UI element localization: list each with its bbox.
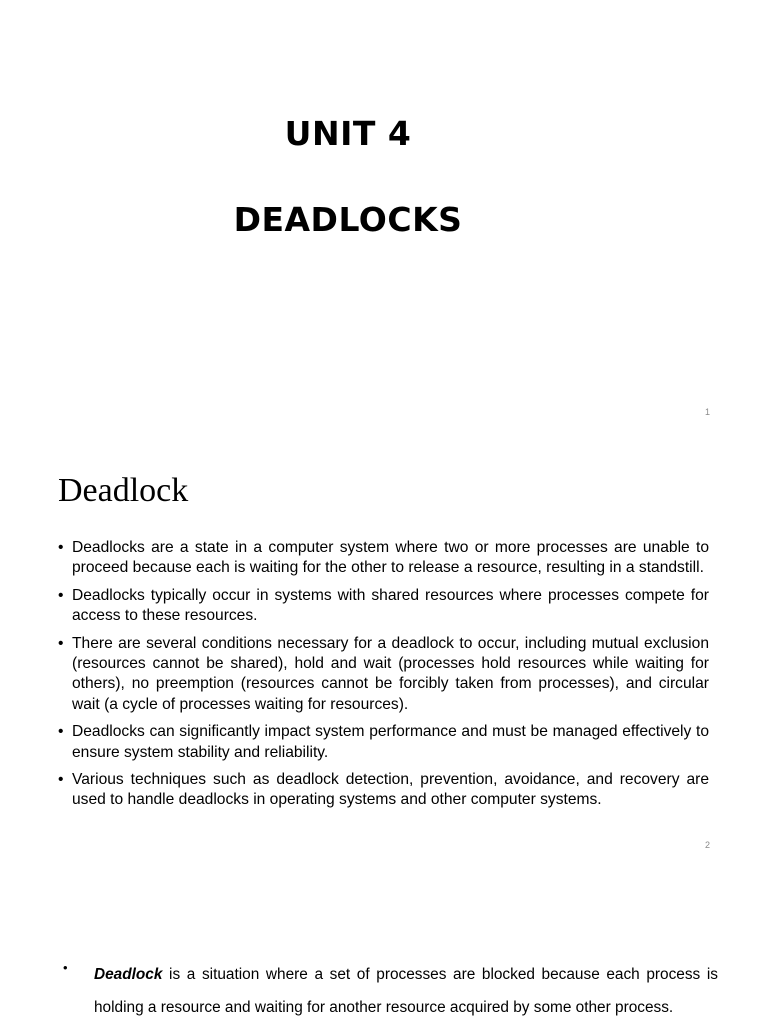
bullet-icon: • bbox=[58, 723, 64, 741]
bullet-icon: • bbox=[63, 960, 68, 975]
bullet-text: Deadlocks are a state in a computer system where two or more processes are unable to proceed because each is waiting for the other to release a resource, resulting in a standstill. bbox=[72, 539, 709, 577]
bullet-item bbox=[58, 722, 709, 763]
definition-term: Deadlock bbox=[94, 966, 163, 983]
slide-2 bbox=[0, 456, 768, 856]
definition-text: is a situation where a set of processes are blocked because each process is holding a resource and waiting for another resource acquired by some other process. bbox=[94, 966, 718, 1016]
definition-paragraph bbox=[94, 958, 718, 1024]
page-number: 1 bbox=[704, 407, 710, 417]
bullet-text: Deadlocks can significantly impact system performance and must be managed effectively to ensure system stability and reliability. bbox=[72, 723, 709, 761]
page-number: 2 bbox=[704, 840, 710, 850]
slide-heading: Deadlock bbox=[58, 472, 189, 509]
slide-1 bbox=[0, 0, 768, 432]
bullet-item bbox=[58, 634, 709, 716]
slide-3 bbox=[0, 940, 768, 1024]
bullet-text: Deadlocks typically occur in systems with shared resources where processes compete for access to these resources. bbox=[72, 586, 709, 625]
bullet-icon: • bbox=[58, 539, 64, 556]
bullet-item bbox=[58, 538, 709, 579]
bullet-text: There are several conditions necessary for a deadlock to occur, including mutual exclusion (resources cannot be shared), hold and wait (processes hold resources while waiting for others), no preemption (resources cannot be forcibly taken from processes), and circular wait (a cycle of processes waiting for resources). bbox=[72, 634, 709, 713]
bullet-text: Various techniques such as deadlock detection, prevention, avoidance, and recovery are used to handle deadlocks in operating systems and other computer systems. bbox=[72, 771, 709, 809]
bullet-icon: • bbox=[58, 634, 64, 652]
bullet-list bbox=[58, 538, 709, 818]
bullet-item bbox=[58, 586, 709, 627]
unit-subtitle: DEADLOCKS bbox=[233, 200, 463, 239]
bullet-icon: • bbox=[58, 771, 64, 789]
bullet-item bbox=[58, 770, 709, 811]
bullet-icon: • bbox=[58, 586, 64, 604]
unit-title: UNIT 4 bbox=[284, 114, 412, 153]
